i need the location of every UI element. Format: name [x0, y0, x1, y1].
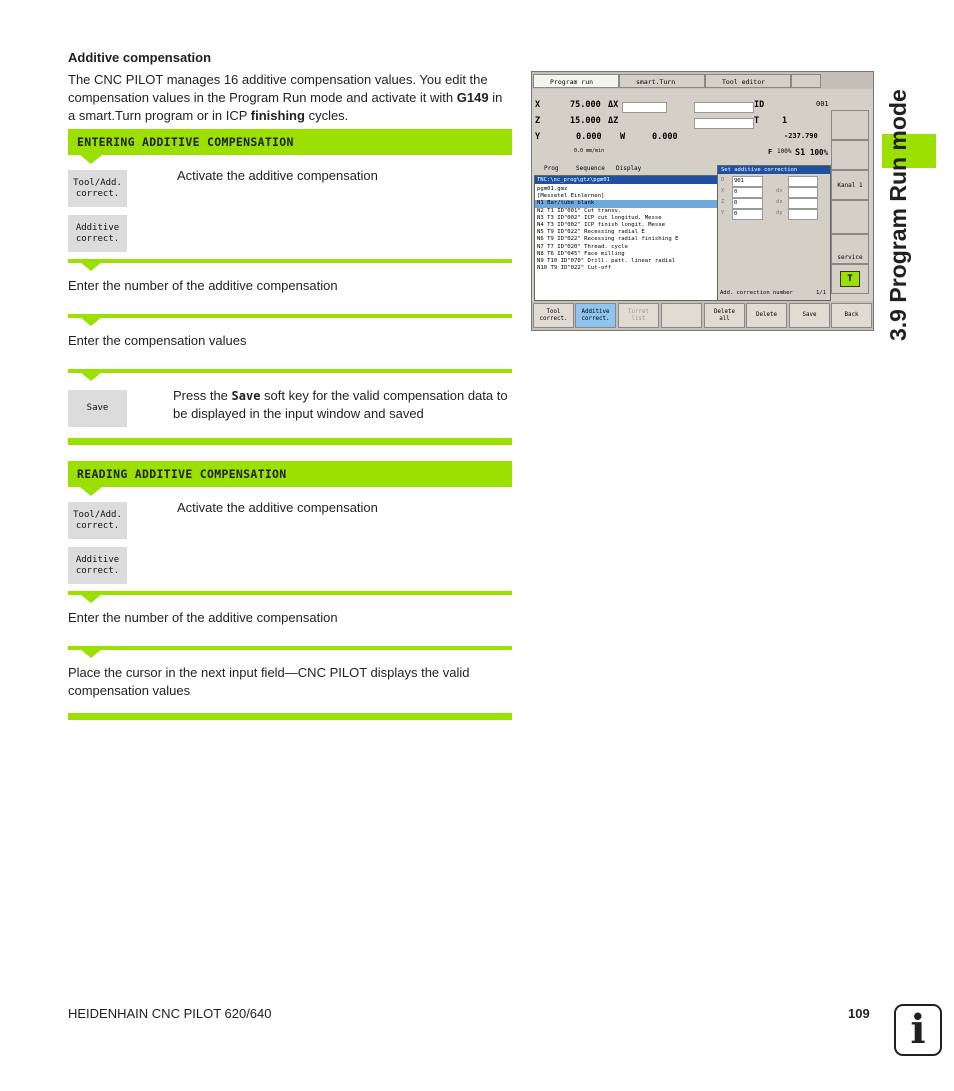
save-keyword: Save — [231, 389, 261, 403]
axis-x-label: X — [535, 100, 541, 110]
spindle-position: -237.790 — [784, 132, 818, 140]
reading-title: READING ADDITIVE COMPENSATION — [77, 467, 287, 481]
step-text: Place the cursor in the next input field—CNC PILOT displays the valid compensation values — [68, 665, 470, 698]
info-icon-glyph: i — [910, 1006, 926, 1053]
dialog-field-aux-input[interactable] — [788, 187, 818, 198]
step-text-b: soft key for the valid compensation data to be displayed in the input window and saved — [173, 388, 508, 421]
dialog-field-input[interactable]: 901 — [732, 176, 763, 187]
step-text — [173, 387, 508, 423]
info-field — [694, 118, 754, 129]
step-text: Activate the additive compensation — [177, 168, 378, 183]
program-line[interactable]: N8 T6 ID"045" Face milling — [537, 250, 625, 257]
dialog-field-aux-label: dy — [776, 210, 783, 216]
w-label: W — [620, 132, 626, 142]
turret-list-softkey[interactable]: Turret list — [618, 303, 659, 328]
dialog-page: 1/1 — [816, 290, 826, 296]
g149-code: G149 — [456, 90, 489, 105]
intro-text-1: The CNC PILOT manages 16 additive compensation values. You edit the compensation values in the Program Run mode and activate it with — [68, 72, 488, 105]
additive-correction-dialog — [717, 165, 831, 301]
step-divider — [68, 591, 512, 595]
program-line[interactable]: N9 T10 ID"070" Drill. patt. linear radial — [537, 258, 676, 264]
step-arrow — [80, 262, 102, 271]
tool-add-correct-softkey[interactable]: Tool/Add. correct. — [68, 170, 127, 207]
dialog-field-input[interactable]: 0 — [732, 198, 763, 209]
dialog-title: Set additive correction — [718, 166, 830, 174]
entering-title: ENTERING ADDITIVE COMPENSATION — [77, 135, 294, 149]
step-arrow — [80, 372, 102, 381]
dialog-field-aux-input[interactable] — [788, 176, 818, 187]
step-arrow — [80, 317, 102, 326]
save-softkey[interactable]: Save — [68, 390, 127, 427]
service-softkey[interactable]: service — [831, 234, 869, 264]
additive-correct-softkey[interactable]: Additive correct. — [68, 215, 127, 252]
softkey-bar — [532, 301, 873, 330]
tab-smart-turn[interactable]: smart.Turn — [619, 74, 705, 88]
dialog-status: Add. correction number — [720, 290, 793, 296]
spindle-override: 100% — [810, 148, 829, 157]
program-line[interactable]: N7 T7 ID"020" Thread. cycle — [537, 243, 628, 250]
intro-text-2: in a smart.Turn program or in ICP — [68, 90, 503, 123]
program-line[interactable]: N4 T3 ID"002" ICP finish longit. Messe — [537, 222, 665, 228]
step-text-a: Press the — [173, 388, 232, 403]
info-icon — [894, 1004, 942, 1056]
chapter-title: 3.9 Program Run mode — [885, 89, 911, 341]
display-row-feed — [534, 148, 831, 162]
axis-y-value: 0.000 — [576, 132, 602, 142]
axis-z-value: 15.000 — [570, 116, 601, 126]
step-text: Activate the additive compensation — [177, 500, 378, 515]
tab-tool-editor[interactable]: Tool editor — [705, 74, 791, 88]
section-end-bar — [68, 438, 512, 445]
tab-program-run[interactable]: Program run — [533, 74, 619, 88]
tool-table-icon: T — [840, 271, 860, 287]
step-text: Enter the number of the additive compensation — [68, 610, 338, 625]
display-row-x — [534, 100, 831, 114]
toolbar-prog[interactable]: Prog — [544, 165, 559, 172]
tool-value: 1 — [782, 116, 788, 126]
id-label: ID — [754, 100, 765, 110]
axis-x-value: 75.000 — [570, 100, 601, 110]
delta-z-label: ΔZ — [608, 116, 619, 126]
mode-tabs — [532, 72, 873, 89]
entering-title-bar — [68, 129, 512, 155]
delete-softkey[interactable]: Delete — [746, 303, 787, 328]
page-number: 109 — [848, 1006, 870, 1021]
additive-correct-softkey[interactable]: Additive correct. — [68, 547, 127, 584]
toolbar-sequence[interactable]: Sequence — [576, 165, 605, 172]
program-line[interactable]: N5 T9 ID"022" Recessing radial E — [537, 229, 645, 236]
cnc-screenshot — [531, 71, 874, 331]
axis-z-label: Z — [535, 116, 541, 126]
step-arrow — [80, 487, 102, 496]
tool-label: T — [754, 116, 760, 126]
intro-text-3: cycles. — [304, 108, 349, 123]
tool-correct-softkey[interactable]: Tool correct. — [533, 303, 574, 328]
step-divider — [68, 369, 512, 373]
display-row-z — [534, 116, 831, 130]
dialog-field-label: X — [721, 188, 725, 194]
step-divider — [68, 259, 512, 263]
section-end-bar — [68, 713, 512, 720]
feed-value: 0.0 mm/min — [574, 148, 605, 154]
dialog-field-label: Y — [721, 210, 725, 216]
program-line[interactable]: N10 T9 ID"022" Cut-off — [537, 265, 612, 272]
feed-override: 100% — [777, 148, 792, 155]
program-line[interactable]: N6 T9 ID"022" Recessing radial finishing E — [537, 236, 679, 243]
info-field — [694, 102, 754, 113]
back-softkey[interactable]: Back — [831, 303, 872, 328]
program-path: TNC:\nc_prog\gtz\pgm01 — [535, 176, 719, 184]
delta-x-field — [622, 102, 667, 113]
w-value: 0.000 — [652, 132, 678, 142]
dialog-field-aux-label: dx — [776, 188, 783, 194]
program-line[interactable]: N1 Bar/tube blank — [535, 200, 717, 207]
step-divider — [68, 314, 512, 318]
dialog-field-input[interactable]: 0 — [732, 209, 763, 220]
dialog-field-aux-input[interactable] — [788, 198, 818, 209]
program-line[interactable]: [Messetel Einlernen] — [537, 193, 605, 200]
spindle-label: S1 — [795, 148, 806, 158]
id-value: 001 — [816, 100, 829, 108]
step-divider — [68, 646, 512, 650]
dialog-field-aux-input[interactable] — [788, 209, 818, 220]
toolbar-display[interactable]: Display — [616, 165, 642, 172]
side-softkey[interactable] — [831, 110, 869, 140]
dialog-field-label: D — [721, 177, 725, 183]
delete-all-softkey[interactable]: Delete all — [704, 303, 745, 328]
tab-organization[interactable] — [791, 74, 821, 88]
display-row-y — [534, 132, 831, 146]
save-softkey[interactable]: Save — [789, 303, 830, 328]
tool-add-correct-softkey[interactable]: Tool/Add. correct. — [68, 502, 127, 539]
step-text: Enter the number of the additive compensation — [68, 278, 338, 293]
dialog-field-aux-label: dz — [776, 199, 783, 205]
step-arrow — [80, 649, 102, 658]
axis-y-label: Y — [535, 132, 541, 142]
additive-correct-softkey[interactable]: Additive correct. — [575, 303, 616, 328]
step-text: Enter the compensation values — [68, 333, 247, 348]
program-line[interactable]: pgm01.gmz — [537, 186, 568, 192]
side-softkey[interactable] — [831, 200, 869, 234]
delta-x-label: ΔX — [608, 100, 619, 110]
program-list — [534, 175, 718, 301]
footer-text: HEIDENHAIN CNC PILOT 620/640 — [68, 1006, 272, 1021]
side-softkey[interactable] — [831, 140, 869, 170]
display-toolbar — [534, 165, 716, 174]
program-line[interactable]: N3 T3 ID"002" ICP cut longitud. Messe — [537, 214, 662, 221]
tool-table-softkey[interactable] — [831, 264, 869, 294]
intro-paragraph — [68, 71, 513, 125]
program-line[interactable]: N2 T1 ID"001" Cut transv. — [537, 207, 622, 214]
step-arrow — [80, 155, 102, 164]
dialog-field-input[interactable]: 0 — [732, 187, 763, 198]
dialog-field-label: Z — [721, 199, 725, 205]
step-arrow — [80, 594, 102, 603]
reading-title-bar — [68, 461, 512, 487]
feed-label: F — [768, 148, 773, 156]
finishing-word: finishing — [250, 108, 305, 123]
section-heading: Additive compensation — [68, 50, 212, 65]
channel-softkey[interactable]: Kanal 1 — [831, 170, 869, 200]
empty-softkey[interactable] — [661, 303, 702, 328]
